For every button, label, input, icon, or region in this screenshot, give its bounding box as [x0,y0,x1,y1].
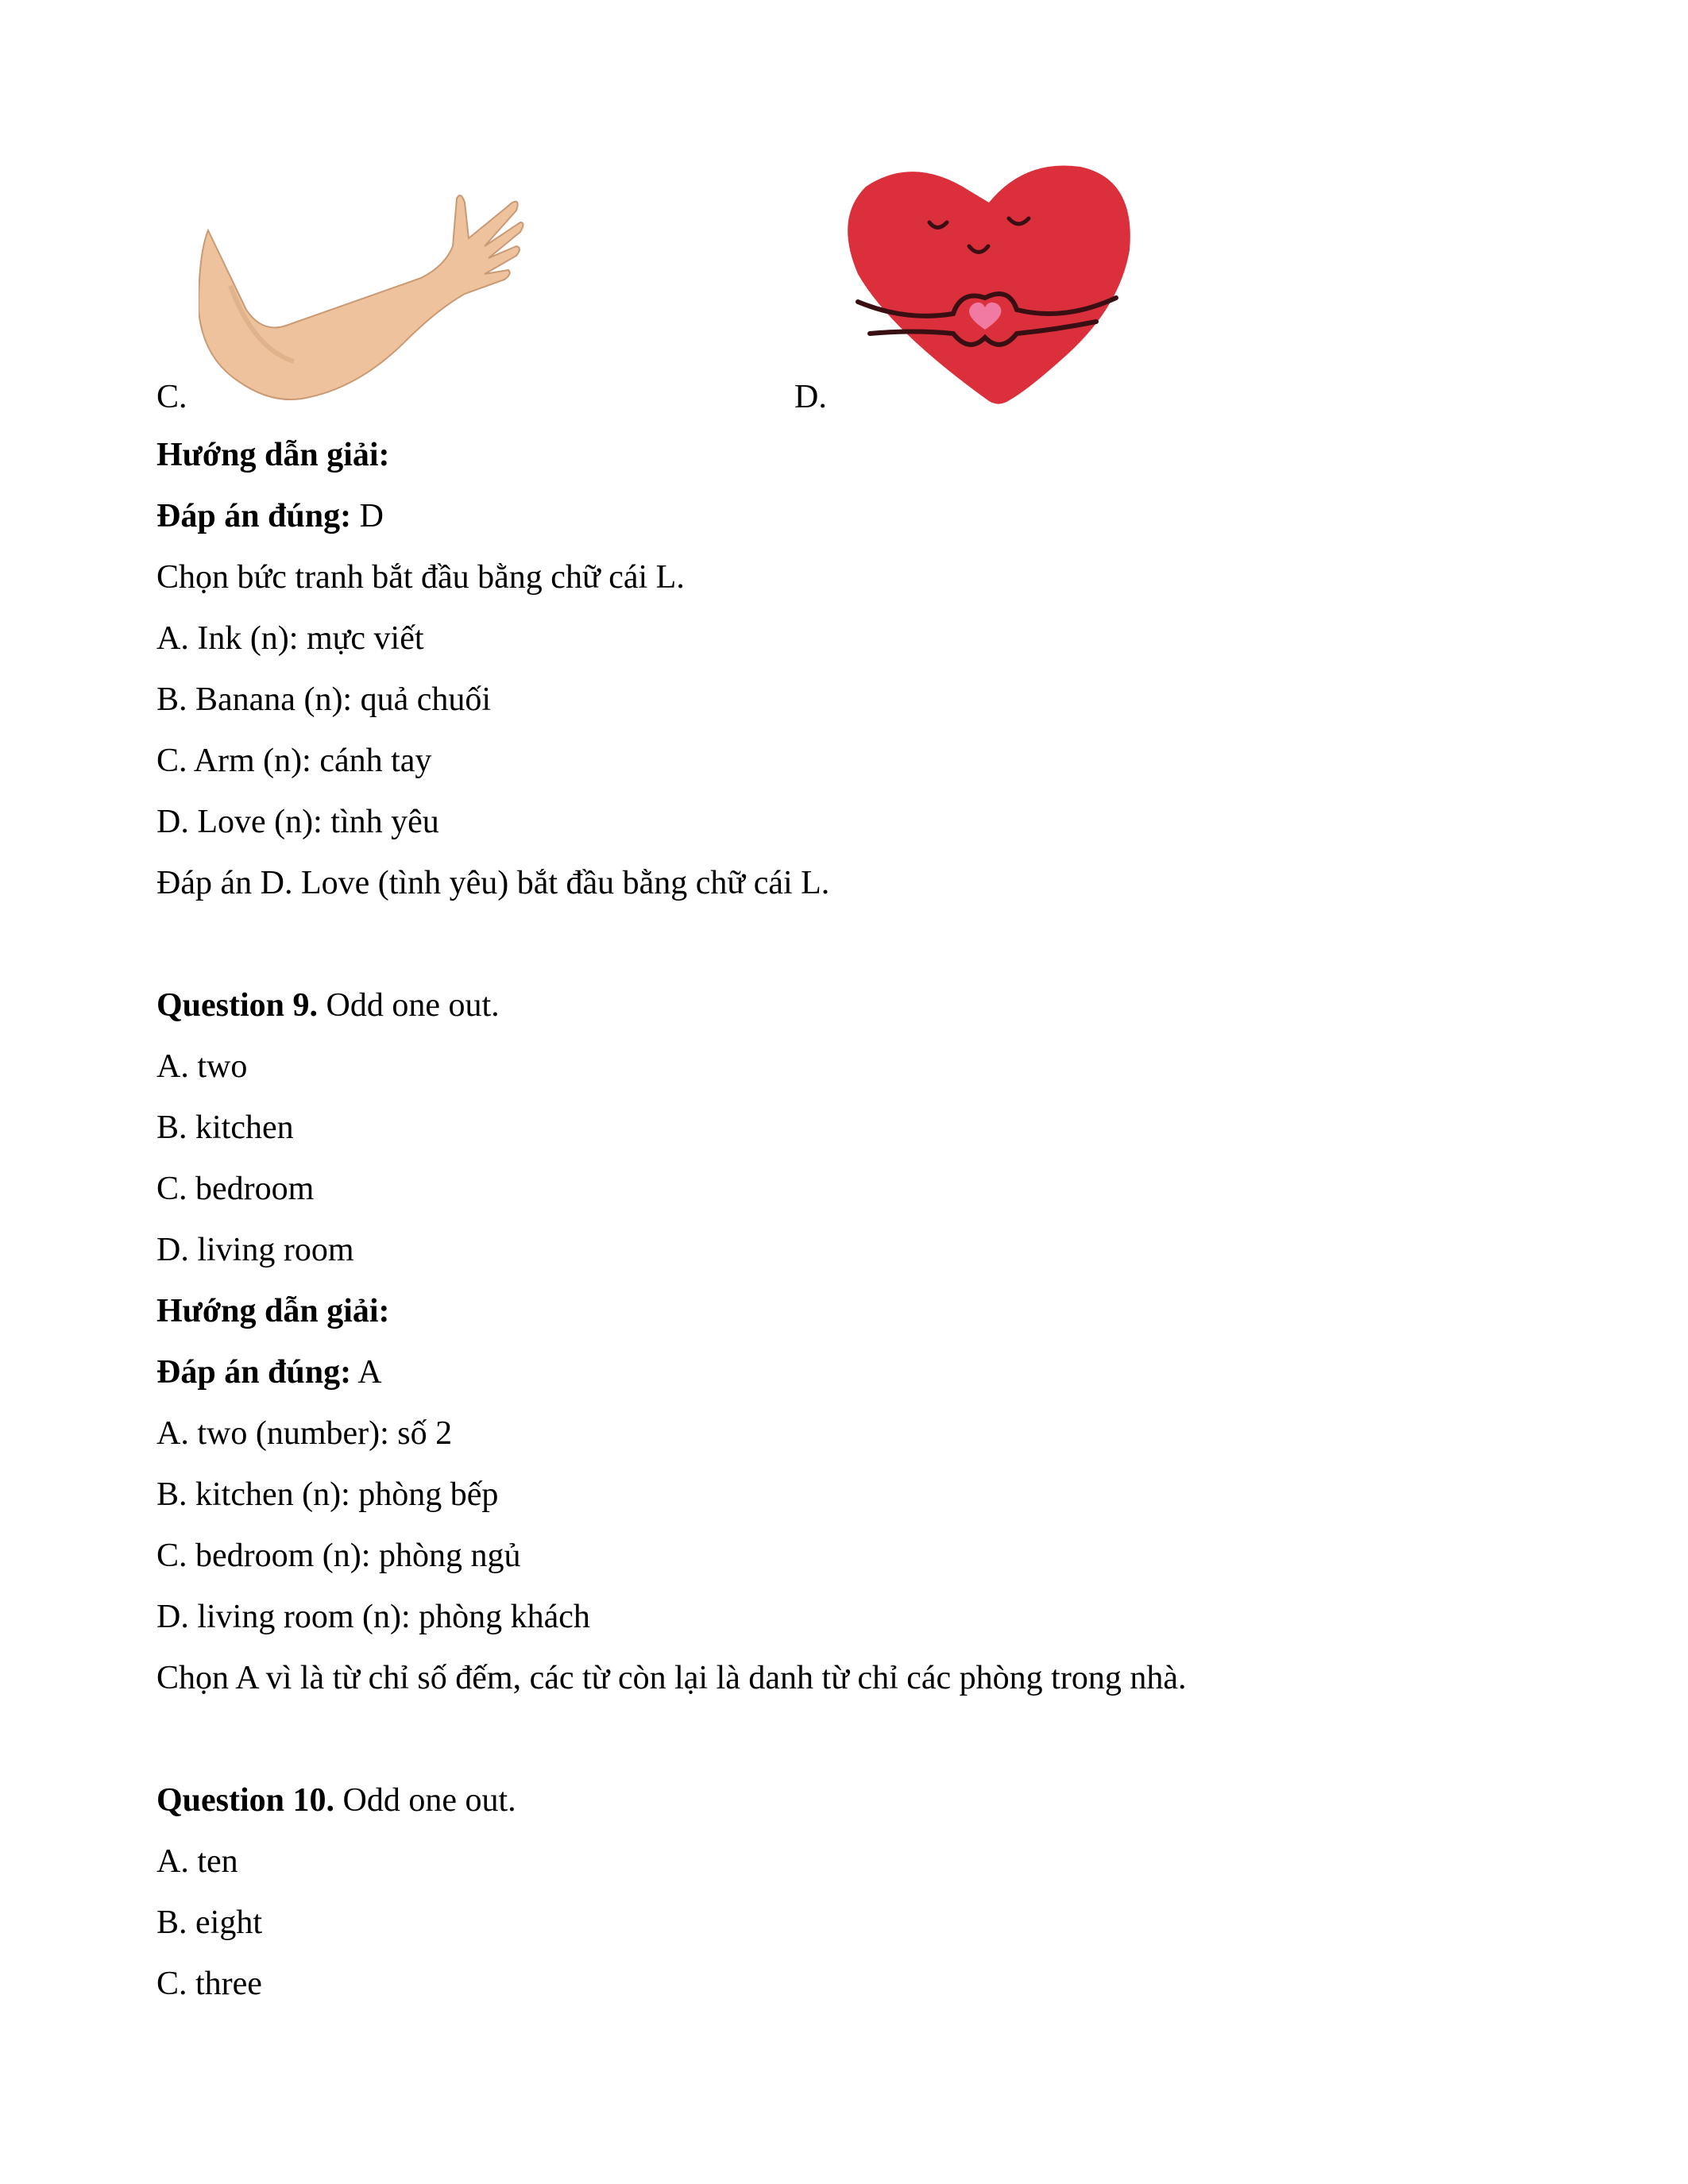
explanation-line: B. Banana (n): quả chuối [156,681,492,718]
explanation-line: D. Love (n): tình yêu [156,804,439,840]
explanation-line: Chọn A vì là từ chỉ số đếm, các từ còn lại là danh từ chỉ các phòng trong nhà. [156,1660,1187,1696]
explanation-line: C. bedroom (n): phòng ngủ [156,1538,521,1574]
explanation-line: C. Arm (n): cánh tay [156,743,432,779]
correct-answer: Đáp án đúng: A [156,1354,382,1391]
solution-heading: Hướng dẫn giải: [156,437,390,473]
q9-option: B. kitchen [156,1109,294,1146]
heart-image [842,163,1136,409]
explanation-line: Chọn bức tranh bắt đầu bằng chữ cái L. [156,559,685,596]
q10-option: A. ten [156,1843,238,1880]
explanation-line: A. Ink (n): mực viết [156,620,424,657]
question-10-title: Question 10. Odd one out. [156,1782,516,1819]
q10-option: C. three [156,1966,262,2002]
explanation-line: Đáp án D. Love (tình yêu) bắt đầu bằng chữ cái L. [156,865,830,901]
arm-image [199,191,540,405]
explanation-line: A. two (number): số 2 [156,1415,453,1452]
q9-option: A. two [156,1048,248,1085]
option-c-label: C. [156,379,187,415]
solution-heading: Hướng dẫn giải: [156,1293,390,1329]
correct-answer: Đáp án đúng: D [156,498,384,534]
q9-option: C. bedroom [156,1171,315,1207]
q10-option: B. eight [156,1904,262,1941]
explanation-line: B. kitchen (n): phòng bếp [156,1476,499,1513]
explanation-line: D. living room (n): phòng khách [156,1599,590,1635]
q9-option: D. living room [156,1232,354,1268]
question-9-title: Question 9. Odd one out. [156,987,500,1024]
option-d-label: D. [794,379,827,415]
